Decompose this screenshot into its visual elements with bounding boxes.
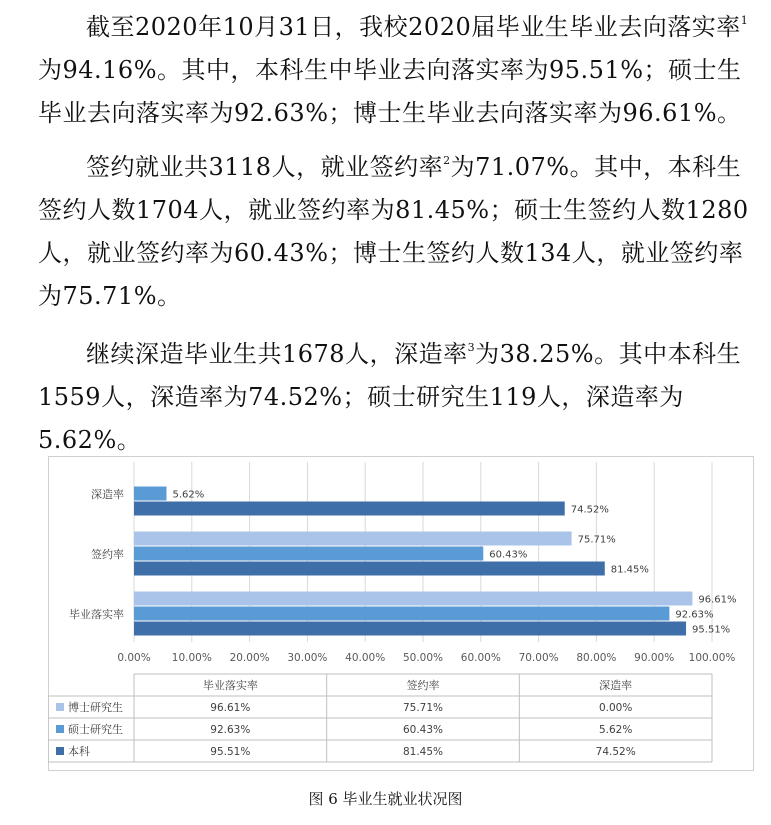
table-header-cell: 签约率 [406,679,440,692]
table-legend-swatch [56,703,64,711]
bar-value-label: 96.61% [698,594,737,606]
bar [134,532,572,546]
table-value-cell: 95.51% [210,746,251,758]
y-category-label: 深造率 [91,488,124,501]
bar-value-label: 5.62% [172,489,205,501]
x-tick-label: 30.00% [287,652,328,664]
y-category-label: 签约率 [91,548,124,561]
bar-value-label: 75.71% [577,534,616,546]
x-tick-label: 20.00% [229,652,270,664]
bar [134,607,669,621]
bar-value-label: 74.52% [570,504,609,516]
bar [134,487,166,501]
x-tick-label: 40.00% [345,652,386,664]
paragraph-2-text-a: 签约就业共3118人，就业签约率 [86,153,444,181]
x-tick-label: 60.00% [460,652,501,664]
paragraph-1-text-a: 截至2020年10月31日，我校2020届毕业生毕业去向落实率 [86,13,741,41]
table-value-cell: 96.61% [210,702,251,714]
footnote-3: 3 [467,341,476,354]
bar-value-label: 95.51% [692,624,731,636]
table-header-cell: 毕业落实率 [202,679,258,692]
x-tick-label: 10.00% [171,652,212,664]
paragraph-3-text-b: 为38.25%。其中本科生1559人，深造率为74.52%；硕士研究生119人，深造率为5.62%。 [38,340,742,454]
paragraph-1 [38,6,750,135]
bar-value-label: 60.43% [489,549,528,561]
table-value-cell: 0.00% [598,702,633,714]
table-legend-swatch [56,725,64,733]
x-tick-label: 70.00% [518,652,559,664]
bar [134,562,605,576]
table-series-label: 本科 [68,745,90,758]
x-tick-label: 80.00% [576,652,617,664]
table-header-cell: 深造率 [599,679,633,692]
table-value-cell: 60.43% [402,724,444,736]
table-value-cell: 74.52% [595,746,636,758]
x-tick-label: 50.00% [402,652,444,664]
bar [134,547,483,561]
table-series-label: 博士研究生 [68,701,123,714]
paragraph-2 [38,146,750,318]
table-series-label: 硕士研究生 [68,723,123,736]
y-category-label: 毕业落实率 [69,608,124,621]
paragraph-2-text-b: 为71.07%。其中，本科生签约人数1704人，就业签约率为81.45%；硕士生签约人数1280人，就业签约率为60.43%；博士生签约人数134人，就业签约率为75.71%。 [38,153,749,310]
x-tick-label: 100.00% [688,652,736,664]
paragraph-3-text-a: 继续深造毕业生共1678人，深造率 [86,340,468,368]
bar [134,592,692,606]
table-value-cell: 75.71% [402,702,444,714]
table-legend-swatch [56,747,64,755]
x-tick-label: 90.00% [634,652,675,664]
bar [134,622,686,636]
x-tick-label: 0.00% [117,652,151,664]
figure-caption: 图 6 毕业生就业状况图 [308,790,463,808]
paragraph-3 [38,333,750,462]
bar [134,502,565,516]
table-value-cell: 92.63% [210,724,251,736]
table-value-cell: 5.62% [598,724,633,736]
paragraph-1-text-b: 为94.16%。其中，本科生中毕业去向落实率为95.51%；硕士生毕业去向落实率为92.63%；博士生毕业去向落实率为96.61%。 [38,56,742,127]
table-value-cell: 81.45% [402,746,444,758]
bar-value-label: 92.63% [675,609,714,621]
footnote-2: 2 [443,154,451,167]
bar-value-label: 81.45% [610,564,649,576]
employment-bar-chart [48,456,754,771]
footnote-1: 1 [740,14,749,27]
